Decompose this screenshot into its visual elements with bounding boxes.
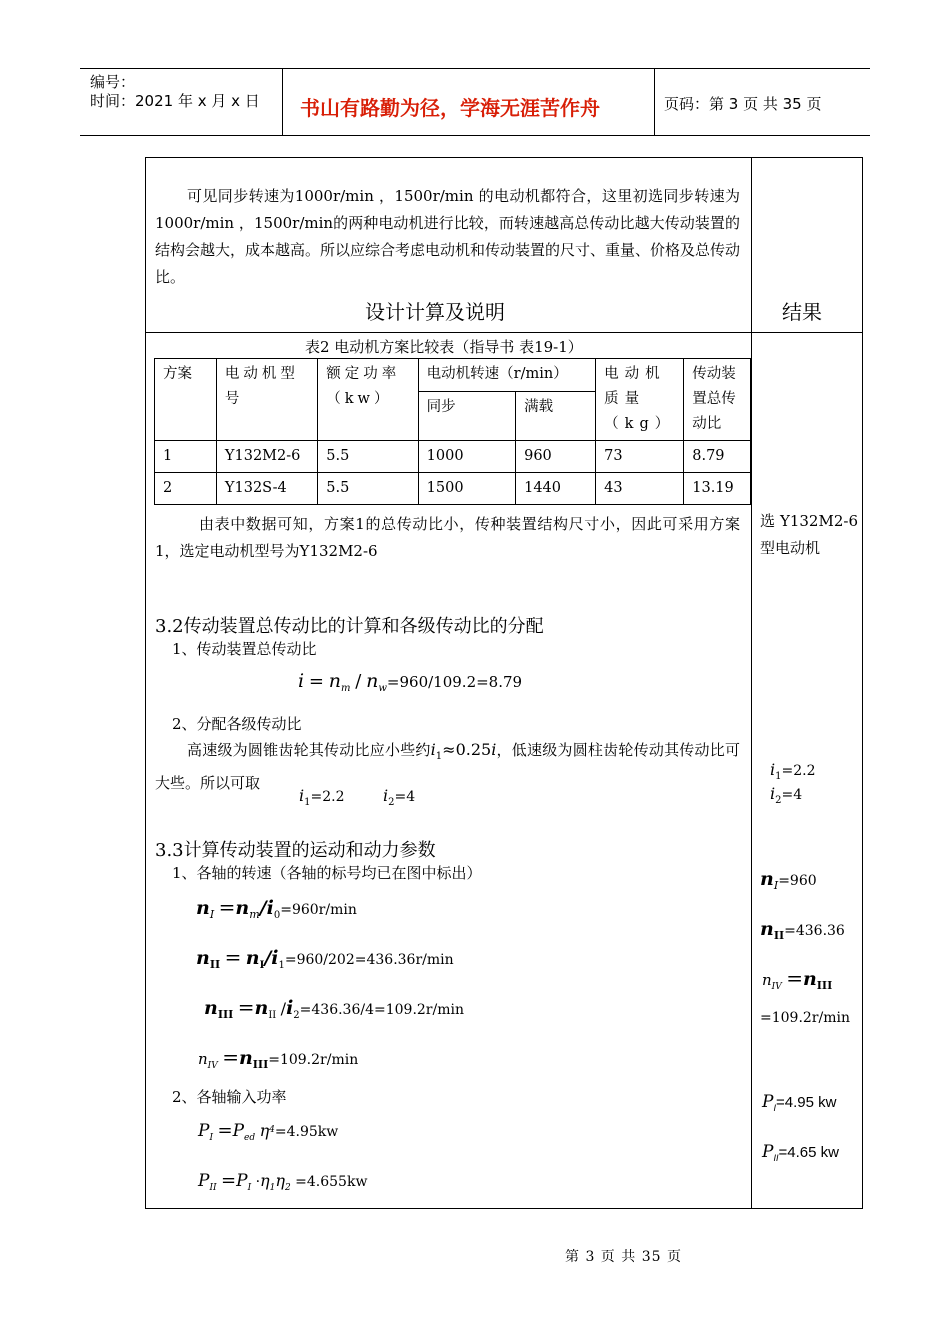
- result-nI: $n_I=960$: [760, 868, 817, 892]
- table-row: [155, 473, 751, 505]
- page-footer: 第 3 页 共 35 页: [565, 1249, 682, 1265]
- th-speed: 电动机转速（r/min）: [418, 359, 596, 392]
- para-text-a: 高速级为圆锥齿轮其传动比应小些约: [187, 741, 431, 759]
- cell-scheme: 1: [155, 441, 217, 473]
- formula-total-ratio: $i = n_m / n_w=960/109.2=8.79$: [298, 670, 523, 694]
- formula-nII: $n_{II} = n_I/i_1=960/202=436.36r/\min$: [196, 945, 454, 971]
- cell-mass: 43: [596, 473, 684, 505]
- cell-sync: 1500: [418, 473, 515, 505]
- cell-ratio: 8.79: [684, 441, 751, 473]
- header-code-label: 编号：: [90, 73, 136, 91]
- cell-sync: 1000: [418, 441, 515, 473]
- th-power: 额定功率（kw）: [318, 359, 418, 441]
- para-approx: ≈0.25: [442, 740, 492, 759]
- th-full: 满载: [516, 391, 596, 440]
- cell-model: Y132S-4: [216, 473, 317, 505]
- para-text-b: ，低速级为圆柱齿轮传动其传动比可大些。所以可取: [155, 741, 740, 792]
- result-i1: $i_1=2.2$: [770, 760, 816, 782]
- i1-value: =2.2: [310, 789, 345, 805]
- result-i2-value: =4: [781, 787, 803, 803]
- th-ratio: 传动装置总传动比: [684, 359, 751, 441]
- result-nII-value: =436.36: [784, 923, 845, 939]
- cell-full: 1440: [516, 473, 596, 505]
- sec32-item1: 1、传动装置总传动比: [172, 640, 317, 658]
- i1-assignment: $i_1=2.2$: [299, 786, 345, 808]
- PI-value: =4.95kw: [274, 1124, 339, 1140]
- result-nI-value: =960: [778, 873, 817, 889]
- cell-model: Y132M2-6: [216, 441, 317, 473]
- frame-bottom: [145, 1208, 863, 1209]
- frame-top: [145, 157, 863, 158]
- th-model: 电动机型号: [216, 359, 317, 441]
- sec33-item2: 2、各轴输入功率: [172, 1088, 287, 1106]
- result-nIII-value: =109.2r/min: [760, 1010, 850, 1026]
- cell-ratio: 13.19: [684, 473, 751, 505]
- formula-nIII: $n_{III} =n_{II}$ $/i_2=436.36/4=109.2r/\min$: [204, 995, 464, 1021]
- header-page-label: 页码：第 3 页 共 35 页: [664, 95, 822, 113]
- table-caption: 表2 电动机方案比较表（指导书 表19-1）: [305, 338, 583, 356]
- section-3-2-title: 3.2传动装置总传动比的计算和各级传动比的分配: [155, 616, 544, 637]
- header-divider: [282, 68, 283, 136]
- result-PII-value: =4.65 kw: [778, 1144, 839, 1161]
- formula-PI: $P_I =P_{ed}$ $\eta^4=4.95kw$: [198, 1120, 339, 1143]
- result-PII: $P_{II}=4.65$ kw: [762, 1142, 839, 1163]
- formula-PII: $P_{II} =P_I \cdot\eta_1\eta_2 =4.655kw$: [198, 1170, 368, 1193]
- header-motto: 书山有路勤为径，学海无涯苦作舟: [300, 96, 600, 120]
- frame-right: [862, 157, 863, 1209]
- i2-assignment: $i_2=4$: [383, 786, 416, 808]
- motor-comparison-table: [154, 358, 751, 505]
- conclusion-paragraph: 由表中数据可知，方案1的总传动比小，传种装置结构尺寸小，因此可采用方案1，选定电动机型号为Y132M2-6: [155, 515, 740, 560]
- header-time-label: 时间：2021 年 x 月 x 日: [90, 92, 260, 110]
- header-divider: [654, 68, 655, 136]
- nII-value: =960/202=436.36r/min: [284, 952, 454, 968]
- result-PI: $P_I=4.95$ kw: [762, 1092, 837, 1113]
- right-column-heading: 结果: [782, 300, 822, 324]
- th-sync: 同步: [418, 391, 515, 440]
- nI-value: =960r/min: [280, 902, 357, 918]
- cell-scheme: 2: [155, 473, 217, 505]
- table-header-row: [155, 359, 751, 392]
- sec32-item2: 2、分配各级传动比: [172, 715, 302, 733]
- frame-header-rule: [145, 332, 863, 333]
- frame-column-divider: [751, 157, 752, 1209]
- frame-left: [145, 157, 146, 1209]
- ratio-distribution-paragraph: 高速级为圆锥齿轮其传动比应小些约$i_1\approx 0.25i$，低速级为圆柱齿轮传动其传动比可大些。所以可取: [155, 740, 740, 792]
- result-nII: $n_{II}=436.36$: [760, 918, 845, 942]
- result-nIV-eq: $n_{IV} =n_{III}$: [762, 966, 833, 992]
- intro-paragraph: 可见同步转速为1000r/min ，1500r/min 的电动机都符合，这里初选同步转速为1000r/min ，1500r/min的两种电动机进行比较，而转速越高总传动比越大传动装置的结构会越大，成本越高。所以应综合考虑电动机和传动装置的尺寸、重量、价格及总传动比。: [155, 187, 741, 286]
- th-scheme: 方案: [155, 359, 217, 441]
- sec33-item1: 1、各轴的转速（各轴的标号均已在图中标出）: [172, 864, 482, 882]
- formula-nIV: $n_{IV} =n_{III}=109.2r/\min$: [198, 1045, 359, 1071]
- result-motor-selection: 选 Y132M2-6型电动机: [760, 512, 858, 557]
- cell-power: 5.5: [318, 441, 418, 473]
- cell-full: 960: [516, 441, 596, 473]
- PII-value: =4.655kw: [295, 1174, 368, 1190]
- i2-value: =4: [394, 789, 416, 805]
- cell-power: 5.5: [318, 473, 418, 505]
- formula-nI: $n_I =n_m/i_0=960r/\min$: [196, 895, 357, 921]
- result-i2: $i_2=4$: [770, 784, 803, 806]
- header-top-rule: [80, 68, 870, 69]
- table-row: [155, 441, 751, 473]
- result-PI-value: =4.95 kw: [775, 1094, 837, 1111]
- total-ratio-value: =960/109.2=8.79: [386, 673, 523, 691]
- header-bottom-rule: [80, 135, 870, 136]
- nIII-value: =436.36/4=109.2r/min: [299, 1002, 464, 1018]
- nIV-value: =109.2r/min: [268, 1052, 359, 1068]
- th-mass: 电动机质量（kg）: [596, 359, 684, 441]
- left-column-heading: 设计计算及说明: [365, 300, 505, 324]
- section-3-3-title: 3.3计算传动装置的运动和动力参数: [155, 840, 436, 861]
- cell-mass: 73: [596, 441, 684, 473]
- result-i1-value: =2.2: [781, 763, 816, 779]
